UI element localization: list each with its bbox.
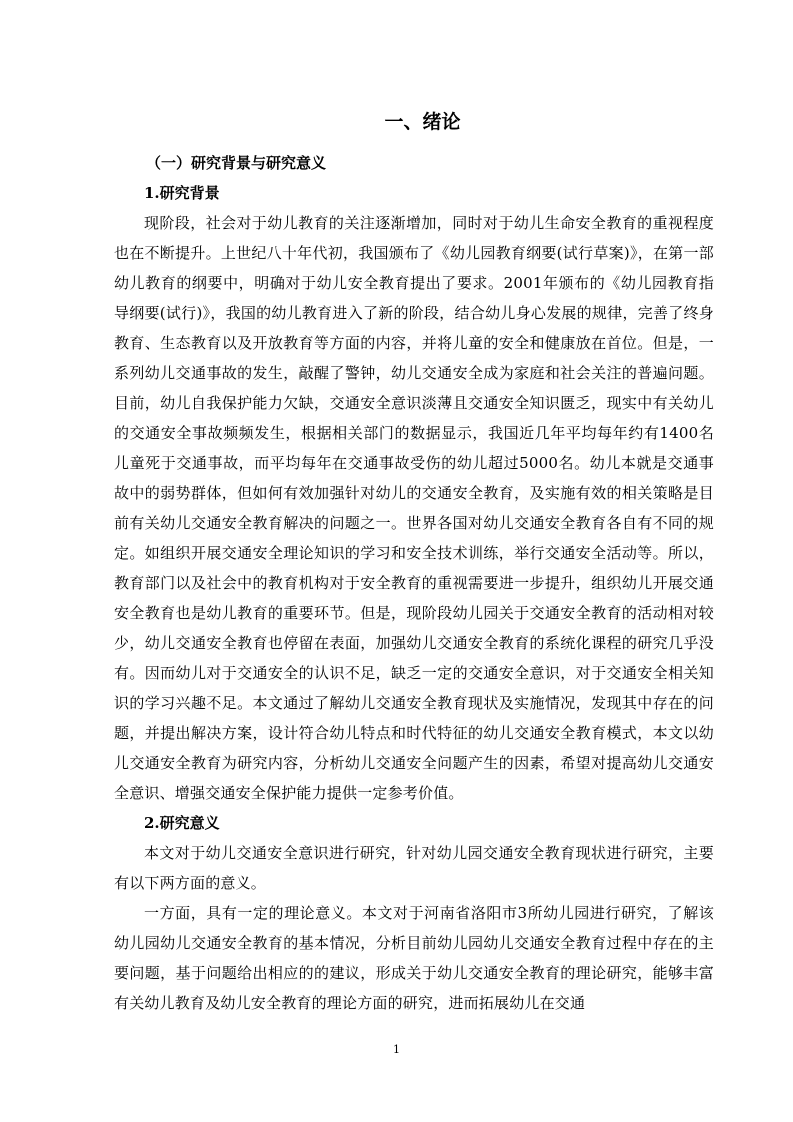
subsection-heading-significance: 2.研究意义 <box>144 814 220 832</box>
paragraph-theoretical-significance: 一方面，具有一定的理论意义。本文对于河南省洛阳市3所幼儿园进行研究，了解该幼儿园幼儿交通安全教育的基本情况，分析目前幼儿园幼儿交通安全教育过程中存在的主要问题，基于问题给出相应的的建议，形成关于幼儿交通安全教育的理论研究，能够丰富有关幼儿教育及幼儿安全教育的理论方面的研究，进而拓展幼儿在交通 <box>114 904 714 1012</box>
page-number: 1 <box>393 1043 400 1056</box>
subsection-heading-background: 1.研究背景 <box>144 184 220 202</box>
chapter-title: 一、绪论 <box>384 111 461 133</box>
document-body <box>114 148 714 1018</box>
paragraph-background: 现阶段，社会对于幼儿教育的关注逐渐增加，同时对于幼儿生命安全教育的重视程度也在不断提升。上世纪八十年代初，我国颁布了《幼儿园教育纲要(试行草案)》，在第一部幼儿教育的纲要中，明确对于幼儿安全教育提出了要求。2001年颁布的《幼儿园教育指导纲要(试行)》，我国的幼儿教育进入了新的阶段，结合幼儿身心发展的规律，完善了终身教育、生态教育以及开放教育等方面的内容，并将儿童的安全和健康放在首位。但是，一系列幼儿交通事故的发生，敲醒了警钟，幼儿交通安全成为家庭和社会关注的普遍问题。目前，幼儿自我保护能力欠缺，交通安全意识淡薄且交通安全知识匮乏，现实中有关幼儿的交通安全事故频频发生，根据相关部门的数据显示，我国近几年平均每年约有1400名儿童死于交通事故，而平均每年在交通事故受伤的幼儿超过5000名。幼儿本就是交通事故中的弱势群体，但如何有效加强针对幼儿的交通安全教育，及实施有效的相关策略是目前有关幼儿交通安全教育解决的问题之一。世界各国对幼儿交通安全教育各自有不同的规定。如组织开展交通安全理论知识的学习和安全技术训练，举行交通安全活动等。所以，教育部门以及社会中的教育机构对于安全教育的重视需要进一步提升，组织幼儿开展交通安全教育也是幼儿教育的重要环节。但是，现阶段幼儿园关于交通安全教育的活动相对较少，幼儿交通安全教育也停留在表面，加强幼儿交通安全教育的系统化课程的研究几乎没有。因而幼儿对于交通安全的认识不足，缺乏一定的交通安全意识，对于交通安全相关知识的学习兴趣不足。本文通过了解幼儿交通安全教育现状及实施情况，发现其中存在的问题，并提出解决方案，设计符合幼儿特点和时代特征的幼儿交通安全教育模式，本文以幼儿交通安全教育为研究内容，分析幼儿交通安全问题产生的因素，希望对提高幼儿交通安全意识、增强交通安全保护能力提供一定参考价值。 <box>114 214 714 802</box>
section-heading: （一）研究背景与研究意义 <box>146 154 327 172</box>
paragraph-significance-intro: 本文对于幼儿交通安全意识进行研究，针对幼儿园交通安全教育现状进行研究，主要有以下两方面的意义。 <box>114 844 714 892</box>
